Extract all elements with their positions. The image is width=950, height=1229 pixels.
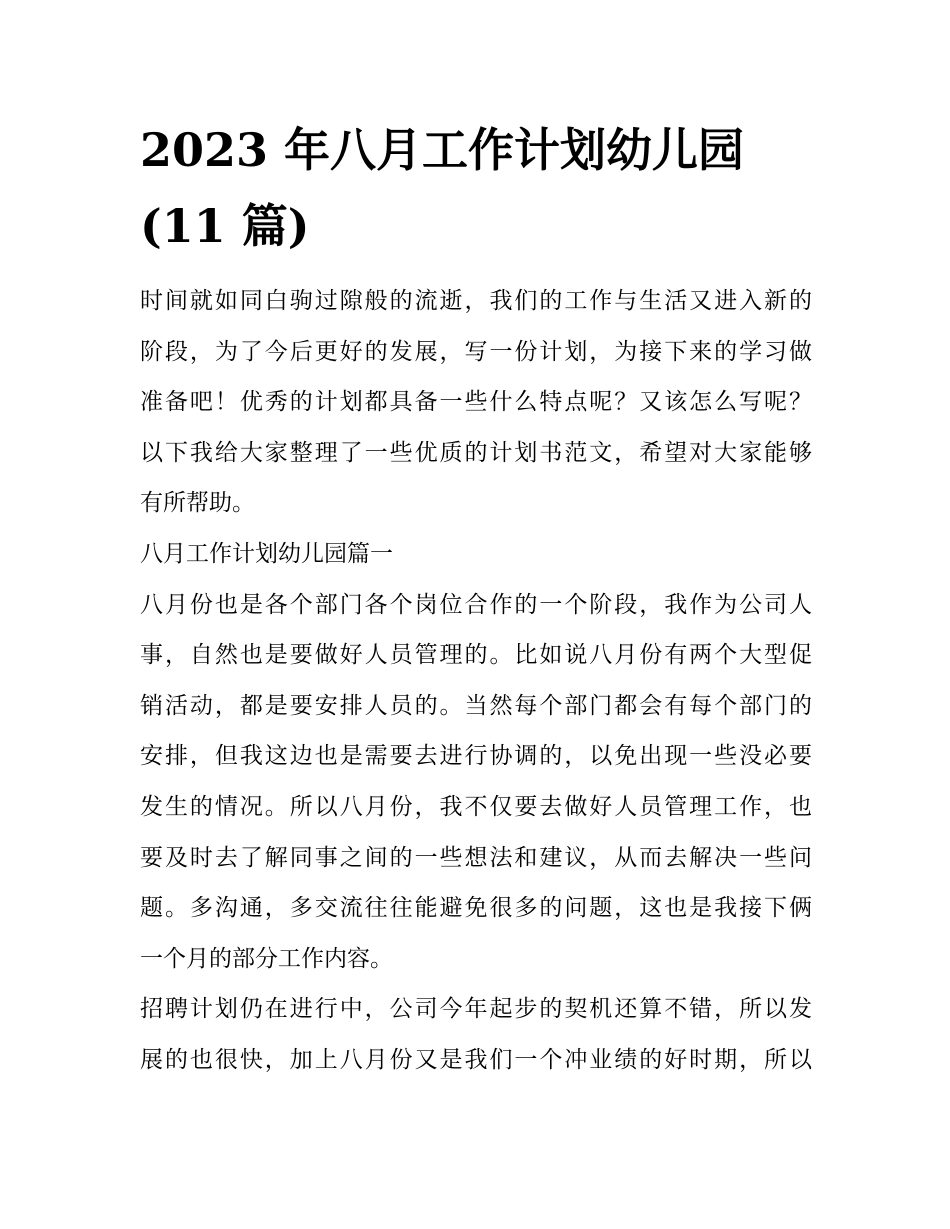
text-line: 要及时去了解同事之间的一些想法和建议，从而去解决一些问 bbox=[140, 844, 812, 871]
text-line: 准备吧！优秀的计划都具备一些什么特点呢？又该怎么写呢？ bbox=[140, 389, 812, 416]
text-line: 销活动，都是要安排人员的。当然每个部门都会有每个部门的 bbox=[140, 692, 812, 719]
text-line: 展的也很快，加上八月份又是我们一个冲业绩的好时期，所以 bbox=[140, 1046, 812, 1073]
text-line: 发生的情况。所以八月份，我不仅要去做好人员管理工作，也 bbox=[140, 793, 812, 820]
document-body bbox=[140, 112, 812, 1086]
text-line: 招聘计划仍在进行中，公司今年起步的契机还算不错，所以发 bbox=[140, 996, 812, 1023]
title-line: (11 篇) bbox=[140, 199, 310, 253]
section-heading bbox=[140, 529, 812, 580]
intro-paragraph bbox=[140, 276, 812, 529]
text-line: 一个月的部分工作内容。 bbox=[140, 945, 393, 972]
paragraph-list bbox=[140, 276, 812, 1086]
text-line: 题。多沟通，多交流往往能避免很多的问题，这也是我接下俩 bbox=[140, 895, 812, 922]
text-line: 八月份也是各个部门各个岗位合作的一个阶段，我作为公司人 bbox=[140, 591, 812, 618]
text-line: 阶段，为了今后更好的发展，写一份计划，为接下来的学习做 bbox=[140, 338, 812, 365]
text-line: 事，自然也是要做好人员管理的。比如说八月份有两个大型促 bbox=[140, 642, 812, 669]
title-line: 2023 年八月工作计划幼儿园 bbox=[140, 123, 745, 177]
body-paragraph bbox=[140, 580, 812, 985]
text-line: 安排，但我这边也是需要去进行协调的，以免出现一些没必要 bbox=[140, 743, 812, 770]
text-line: 以下我给大家整理了一些优质的计划书范文，希望对大家能够 bbox=[140, 439, 812, 466]
text-line: 有所帮助。 bbox=[140, 490, 255, 517]
document-title bbox=[140, 112, 812, 264]
body-paragraph bbox=[140, 984, 812, 1085]
text-line: 八月工作计划幼儿园篇一 bbox=[140, 540, 393, 567]
text-line: 时间就如同白驹过隙般的流逝，我们的工作与生活又进入新的 bbox=[140, 288, 812, 314]
